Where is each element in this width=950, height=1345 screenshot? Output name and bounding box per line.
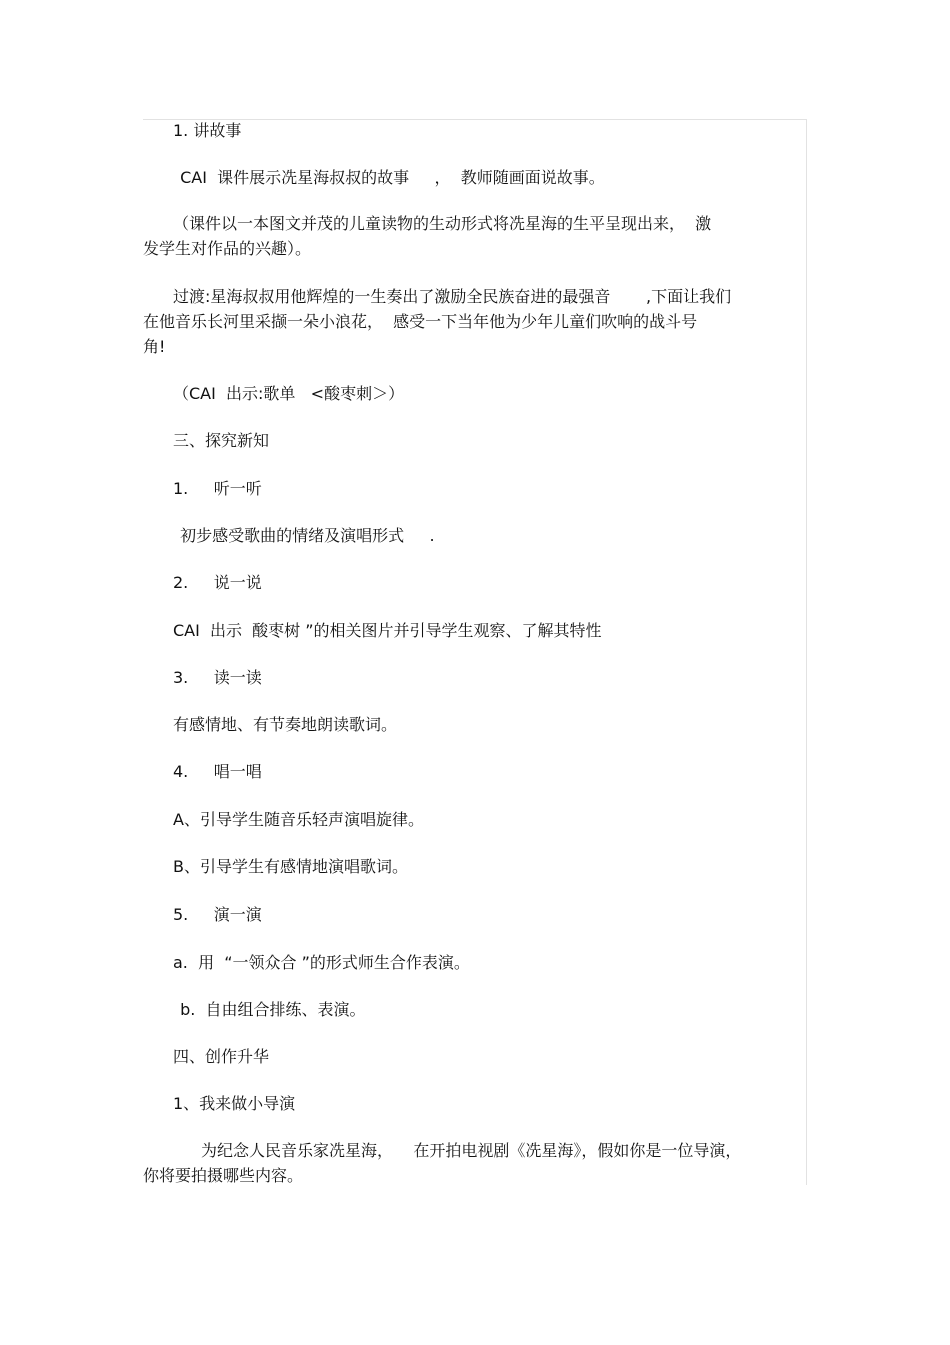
section-heading-create: 四、创作升华 bbox=[173, 1047, 270, 1066]
step-listen: 1. 听一听 bbox=[173, 479, 262, 498]
step-sing: 4. 唱一唱 bbox=[173, 762, 262, 781]
step-perform: 5. 演一演 bbox=[173, 905, 262, 924]
paragraph-speak: CAI 出示 酸枣树 ”的相关图片并引导学生观察、了解其特性 bbox=[173, 621, 602, 640]
step-director: 1、我来做小导演 bbox=[173, 1094, 296, 1113]
paragraph-listen: 初步感受歌曲的情绪及演唱形式 . bbox=[175, 526, 435, 545]
page-frame bbox=[143, 119, 807, 1185]
paragraph-transition-1: 过渡:星海叔叔用他辉煌的一生奏出了激励全民族奋进的最强音 ,下面让我们 bbox=[173, 287, 732, 306]
paragraph-director-2: 你将要拍摄哪些内容。 bbox=[143, 1166, 304, 1185]
paragraph-director-1: 为纪念人民音乐家冼星海， 在开拍电视剧《冼星海》，假如你是一位导演， bbox=[201, 1141, 742, 1160]
paragraph-perform-b: b. 自由组合排练、表演。 bbox=[175, 1000, 366, 1019]
paragraph-read: 有感情地、有节奏地朗读歌词。 bbox=[173, 715, 398, 734]
step-speak: 2. 说一说 bbox=[173, 573, 262, 592]
paragraph-courseware-1: （课件以一本图文并茂的儿童读物的生动形式将冼星海的生平呈现出来， 激 bbox=[173, 214, 712, 233]
heading-story: 1. 讲故事 bbox=[173, 121, 242, 140]
paragraph-courseware-2: 发学生对作品的兴趣）。 bbox=[143, 239, 312, 258]
paragraph-sing-a: A、引导学生随音乐轻声演唱旋律。 bbox=[173, 810, 424, 829]
paragraph-transition-3: 角! bbox=[143, 337, 166, 356]
paragraph-cai-story: CAI 课件展示冼星海叔叔的故事 ， 教师随画面说故事。 bbox=[175, 168, 605, 187]
paragraph-sing-b: B、引导学生有感情地演唱歌词。 bbox=[173, 857, 408, 876]
step-read: 3. 读一读 bbox=[173, 668, 262, 687]
paragraph-transition-2: 在他音乐长河里采撷一朵小浪花， 感受一下当年他为少年儿童们吹响的战斗号 bbox=[143, 312, 698, 331]
paragraph-cai-song: （CAI 出示:歌单 <酸枣刺＞） bbox=[173, 384, 405, 403]
paragraph-perform-a: a. 用 “一领众合 ”的形式师生合作表演。 bbox=[173, 953, 470, 972]
section-heading-explore: 三、探究新知 bbox=[173, 431, 270, 450]
